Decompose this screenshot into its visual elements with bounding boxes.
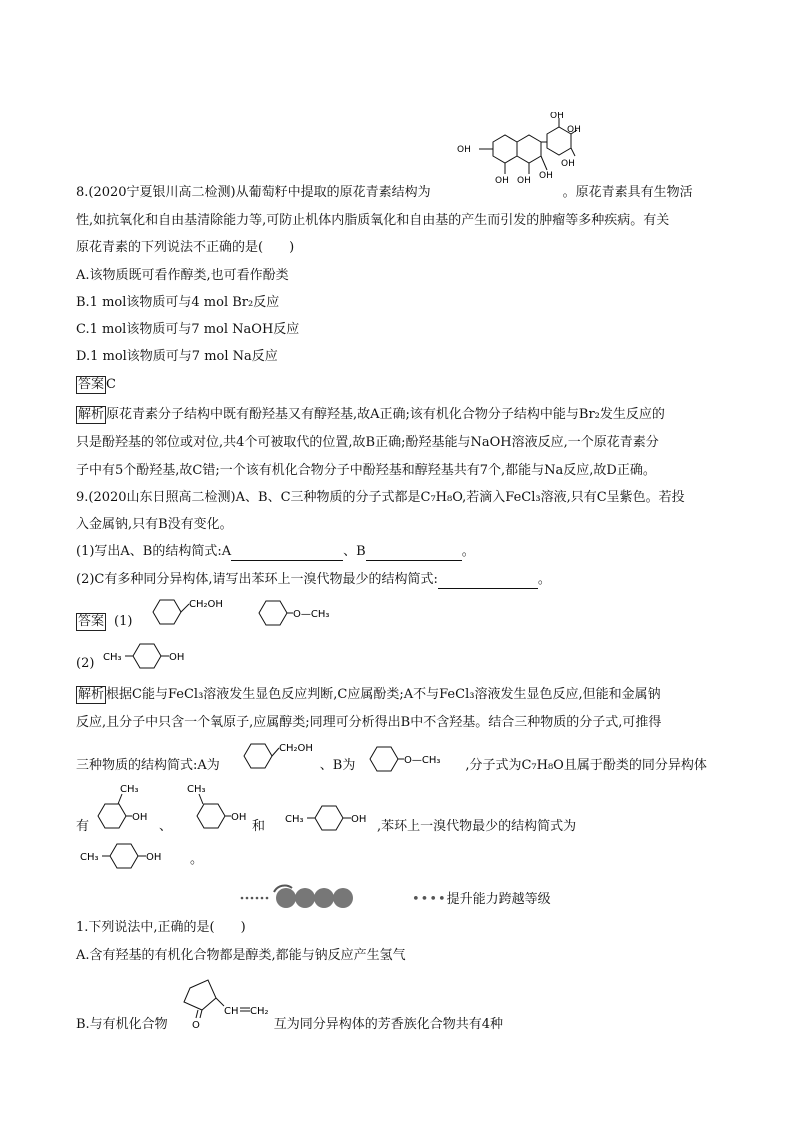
analysis-tag: 解析: [78, 687, 105, 702]
option-d: D.1 mol该物质可与7 mol Na反应: [76, 349, 278, 364]
question-9-line-1: 9.(2020山东日照高二检测)A、B、C三种物质的分子式都是C₇H₈O,若滴入FeCl₃溶液,只有C呈紫色。若投: [76, 490, 685, 505]
och3-label: O—CH₃: [404, 755, 441, 766]
och3-label: O—CH₃: [293, 609, 330, 620]
analysis3-a: 三种物质的结构简式:A为: [76, 758, 220, 773]
q8-text-pre: 8.(2020宁夏银川高二检测)从葡萄籽中提取的原花青素结构为: [76, 185, 431, 200]
cyclopentanone-vinyl-structure: [178, 972, 278, 1032]
answer-blank-a[interactable]: [231, 546, 343, 561]
oh-label: OH: [132, 812, 148, 823]
section-title-text: 提升能力跨越等级: [446, 892, 551, 907]
procyanidin-structure: [455, 112, 585, 204]
answer-value: C: [106, 377, 116, 392]
next-question-1: 1.下列说法中,正确的是( ): [76, 920, 246, 935]
question-8-line-3: 原花青素的下列说法不正确的是( ): [76, 240, 295, 255]
benzyl-alcohol-structure: [145, 596, 245, 628]
p-cresol-structure: [285, 802, 395, 834]
section-title: [412, 891, 551, 909]
m-cresol-structure: [185, 782, 265, 836]
ch2oh-label: CH₂OH: [189, 599, 223, 610]
analysis4-d: ,苯环上一溴代物最少的结构简式为: [377, 819, 577, 834]
oh-label: OH: [539, 171, 553, 181]
p-cresol-structure: [103, 640, 213, 672]
analysis-8-line-2: 只是酚羟基的邻位或对位,共4个可被取代的位置,故B正确;酚羟基能与NaOH溶液反应,一个原花青素分: [76, 435, 659, 450]
ch3-label: CH₃: [187, 784, 206, 795]
analysis-text: 原花青素分子结构中既有酚羟基又有醇羟基,故A正确;该有机化合物分子结构中能与Br₂发生反应的: [106, 407, 665, 422]
answer-tag: 答案: [78, 377, 105, 392]
oh-label: OH: [561, 159, 575, 169]
dots-decoration: ••••: [412, 892, 447, 907]
analysis-tag: 解析: [78, 407, 105, 422]
question-9-sub-1: [76, 543, 475, 561]
analysis3-b: 、B为: [319, 758, 356, 773]
answer-blank-b[interactable]: [366, 546, 462, 561]
analysis4-c: 和: [252, 819, 266, 834]
oh-label: OH: [146, 852, 162, 863]
analysis-9-line-2: 反应,且分子中只含一个氧原子,应属醇类;同理可分析得出B中不含羟基。结合三种物质的分子式,可推得: [76, 715, 662, 730]
o-cresol-structure: [92, 782, 168, 836]
question-9-sub-2: [76, 571, 551, 589]
ans1-label: (1): [114, 614, 133, 629]
ch3-label: CH₃: [285, 814, 304, 825]
answer-8: [76, 376, 116, 394]
ch2oh-label: CH₂OH: [279, 743, 313, 754]
anisole-structure: [366, 744, 466, 776]
analysis4-a: 有: [76, 819, 90, 834]
ch3-label: CH₃: [80, 852, 99, 863]
answer-blank-c[interactable]: [438, 574, 538, 589]
optb-pre: B.与有机化合物: [76, 1017, 168, 1032]
sub1-mid: 、B: [343, 544, 366, 559]
section-banner-graphic: [240, 884, 360, 912]
oh-label: OH: [550, 112, 564, 121]
answer-9-line-2: (2): [76, 656, 95, 671]
analysis-9-line-1: [76, 686, 661, 704]
answer-tag: 答案: [78, 614, 105, 629]
analysis4-b: 、: [159, 819, 173, 834]
next-option-a: A.含有羟基的有机化合物都是醇类,都能与钠反应产生氢气: [76, 948, 406, 963]
ch2-label: CH₂: [250, 1006, 269, 1017]
analysis-text: 根据C能与FeCl₃溶液发生显色反应判断,C应属酚类;A不与FeCl₃溶液发生显色反应,但能和金属钠: [106, 687, 661, 702]
sub1-end: 。: [461, 544, 475, 559]
option-c: C.1 mol该物质可与7 mol NaOH反应: [76, 322, 300, 337]
analysis-8-line-3: 子中有5个酚羟基,故C错;一个该有机化合物分子中酚羟基和醇羟基共有7个,都能与Na反应,故D正确。: [76, 463, 656, 478]
oh-label: OH: [231, 812, 247, 823]
option-a: A.该物质既可看作醇类,也可看作酚类: [76, 268, 289, 283]
oh-label: OH: [351, 814, 367, 825]
oh-label: OH: [457, 145, 471, 155]
ch3-label: CH₃: [120, 784, 139, 795]
sub2-pre: (2)C有多种同分异构体,请写出苯环上一溴代物最少的结构简式:: [76, 572, 438, 587]
next-option-b: [76, 1016, 503, 1034]
analysis3-c: ,分子式为C₇H₈O且属于酚类的同分异构体: [465, 758, 707, 773]
oh-label: OH: [169, 652, 185, 663]
sub2-end: 。: [537, 572, 551, 587]
ch-label: CH: [224, 1006, 239, 1017]
q8-text-post: 。原花青素具有生物活: [562, 185, 693, 200]
p-cresol-structure: [80, 840, 190, 872]
anisole-structure: [255, 598, 355, 630]
oh-label: OH: [495, 176, 509, 186]
o-label: O: [192, 1020, 200, 1031]
optb-post: 互为同分异构体的芳香族化合物共有4种: [273, 1017, 503, 1032]
question-8-line-2: 性,如抗氧化和自由基清除能力等,可防止机体内脂质氧化和自由基的产生而引发的肿瘤等多种疾病。有关: [76, 213, 670, 228]
question-9-line-2: 入金属钠,只有B没有变化。: [76, 517, 233, 532]
ch3-label: CH₃: [103, 652, 122, 663]
question-8-line-1: [76, 184, 693, 202]
option-b: B.1 mol该物质可与4 mol Br₂反应: [76, 295, 280, 310]
oh-label: OH: [517, 176, 531, 186]
answer-9-line-1: [76, 613, 132, 631]
benzyl-alcohol-structure: [240, 738, 330, 772]
analysis-9-end: 。: [190, 852, 204, 867]
analysis-8-line-1: [76, 406, 665, 424]
sub1-pre: (1)写出A、B的结构简式:A: [76, 544, 232, 559]
oh-label: OH: [567, 125, 581, 135]
